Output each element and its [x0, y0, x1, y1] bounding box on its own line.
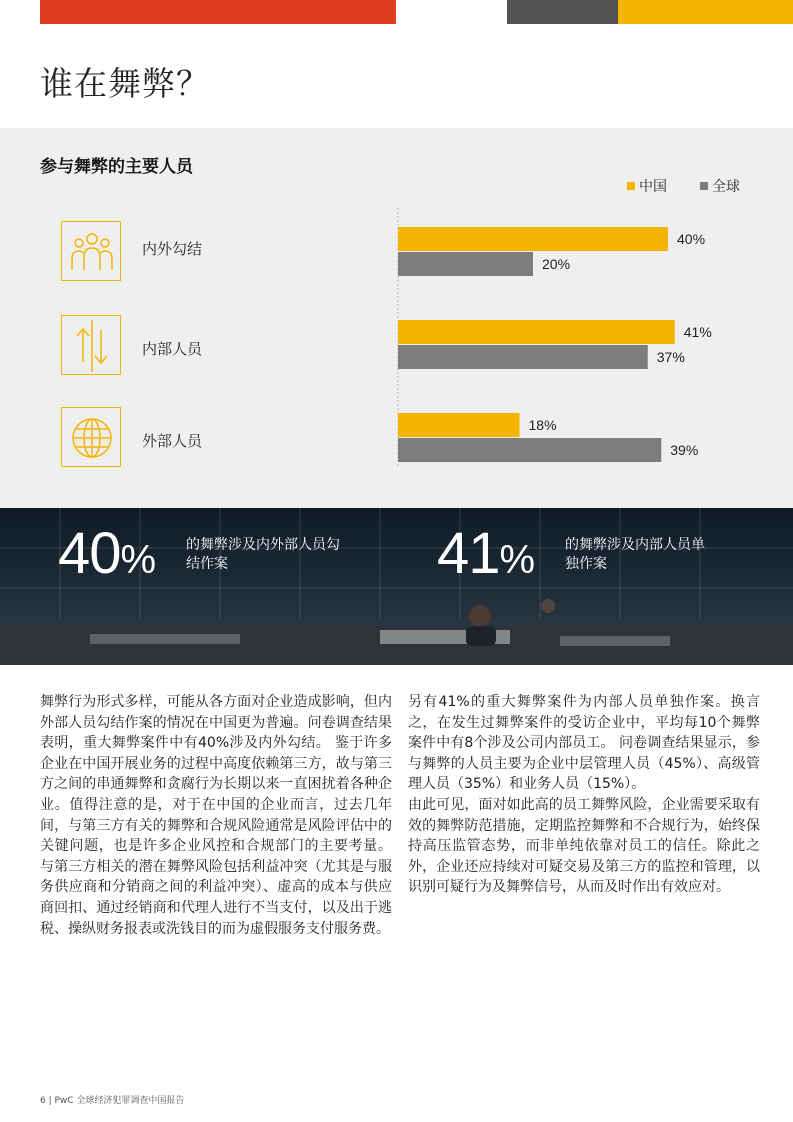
legend-item-global	[700, 176, 740, 196]
bar-global-1	[398, 345, 648, 369]
chart-panel	[0, 128, 793, 508]
highlight-caption-internal-line2: 独作案	[565, 556, 607, 572]
bar-china-2	[398, 413, 520, 437]
data-label-china-2: 18%	[528, 417, 557, 433]
highlight-caption-collusion-line2: 结作案	[186, 556, 228, 572]
bar-global-2	[398, 438, 661, 462]
highlight-value-internal: 41	[437, 521, 500, 586]
highlight-caption-collusion-line1: 的舞弊涉及内外部人员勾	[186, 537, 340, 553]
page-title: 谁在舞弊？	[40, 64, 210, 103]
highlight-caption-internal	[565, 536, 705, 574]
data-label-china-0: 40%	[677, 231, 706, 247]
up-down-arrows-icon	[61, 315, 121, 375]
legend-label-china: 中国	[639, 179, 667, 195]
highlight-percent-collusion: %	[120, 538, 157, 582]
category-label-internal: 内部人员	[142, 340, 203, 358]
legend-label-global: 全球	[712, 179, 740, 195]
page-footer: 6 | PwC 全球经济犯罪调查中国报告	[40, 1096, 185, 1106]
header-bar-gray	[507, 0, 618, 24]
bar-china-1	[398, 320, 675, 344]
highlight-caption-collusion	[186, 536, 340, 574]
header-bar-red	[40, 0, 396, 24]
data-label-china-1: 41%	[683, 324, 712, 340]
bar-china-0	[398, 227, 668, 251]
data-label-global-1: 37%	[656, 349, 685, 365]
body-paragraph: 另有41%的重大舞弊案件为内部人员单独作案。换言之，在发生过舞弊案件的受访企业中，平均每10个舞弊案件中有8个涉及公司内部员工。 问卷调查结果显示，参与舞弊的人员主要为企业中层管理人员（45%）、高级管理人员（35%）和业务人员（15%）。	[408, 694, 760, 793]
people-group-icon	[61, 221, 121, 281]
body-column-left	[40, 692, 392, 939]
chart-title: 参与舞弊的主要人员	[40, 157, 193, 177]
legend-swatch-china	[627, 182, 635, 190]
highlight-value-collusion: 40	[58, 521, 121, 586]
data-label-global-0: 20%	[542, 256, 571, 272]
legend-item-china	[627, 176, 667, 196]
header-bar-yellow	[618, 0, 793, 24]
category-label-collusion: 内外勾结	[142, 240, 203, 258]
globe-icon	[61, 407, 121, 467]
data-label-global-2: 39%	[670, 442, 699, 458]
body-paragraph: 舞弊行为形式多样，可能从各方面对企业造成影响，但内外部人员勾结作案的情况在中国更为普遍。问卷调查结果表明，重大舞弊案件中有40%涉及内外勾结。 鉴于许多企业在中国开展业务的过程中高度依赖第三方，故与第三方之间的串通舞弊和贪腐行为长期以来一直困扰着各种企业。值得注意的是，对于在中国的企业而言，过去几年间，与第三方有关的舞弊和合规风险通常是风险评估中的关键问题，也是许多企业风控和合规部门的主要考量。 与第三方相关的潜在舞弊风险包括利益冲突（尤其是与服务供应商和分销商之间的利益冲突）、虚高的成本与供应商回扣、通过经销商和代理人进行不当支付，以及出于逃税、操纵财务报表或洗钱目的而为虚假服务支付服务费。	[40, 694, 392, 937]
category-label-external: 外部人员	[142, 432, 203, 450]
body-column-right	[408, 692, 760, 898]
bar-chart	[380, 208, 780, 468]
highlight-number-internal	[437, 520, 535, 587]
bar-global-0	[398, 252, 533, 276]
highlight-percent-internal: %	[499, 538, 536, 582]
highlight-caption-internal-line1: 的舞弊涉及内部人员单	[565, 537, 705, 553]
body-paragraph: 由此可见，面对如此高的员工舞弊风险，企业需要采取有效的舞弊防范措施，定期监控舞弊和不合规行为，始终保持高压监管态势，而非单纯依靠对员工的信任。除此之外，企业还应持续对可疑交易及第三方的监控和管理，以识别可疑行为及舞弊信号，从而及时作出有效应对。	[408, 796, 760, 896]
highlight-number-collusion	[58, 520, 156, 587]
legend-swatch-global	[700, 182, 708, 190]
